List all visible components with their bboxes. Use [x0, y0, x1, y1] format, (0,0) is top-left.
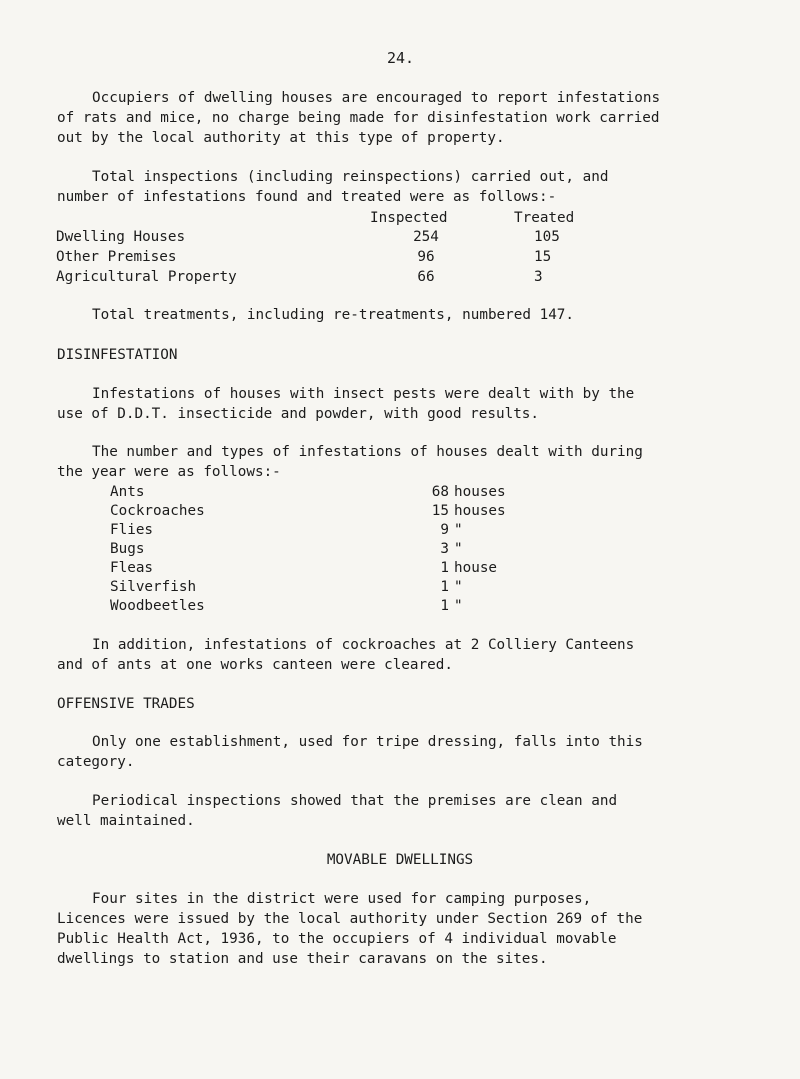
inspected-value: 66	[417, 269, 435, 285]
pest-count: 68	[431, 484, 449, 500]
treated-value: 105	[534, 229, 560, 245]
text-line: and of ants at one works canteen were cleared.	[57, 657, 453, 673]
pest-unit: houses	[454, 503, 506, 519]
treated-value: 15	[534, 249, 552, 265]
text-line: Four sites in the district were used for camping purposes,	[92, 891, 592, 907]
pest-unit: "	[454, 541, 463, 557]
text-line: number of infestations found and treated were as follows:-	[57, 189, 557, 205]
pest-unit: houses	[454, 484, 506, 500]
text-line: of rats and mice, no charge being made for disinfestation work carried	[57, 110, 660, 126]
text-line: category.	[57, 754, 135, 770]
row-label: Other Premises	[56, 249, 177, 265]
text-line: Occupiers of dwelling houses are encouraged to report infestations	[92, 90, 661, 106]
pest-count: 1	[440, 560, 449, 576]
pest-name: Fleas	[110, 560, 154, 576]
pest-count: 9	[440, 522, 449, 538]
text-line: well maintained.	[57, 813, 195, 829]
pest-count: 15	[431, 503, 449, 519]
text-line: Periodical inspections showed that the premises are clean and	[92, 793, 618, 809]
pest-count: 1	[440, 598, 449, 614]
pest-name: Ants	[110, 484, 145, 500]
pest-unit: "	[454, 598, 463, 614]
pest-count: 3	[440, 541, 449, 557]
pest-name: Woodbeetles	[110, 598, 205, 614]
text-line: Only one establishment, used for tripe dressing, falls into this	[92, 734, 643, 750]
text-line: Licences were issued by the local authority under Section 269 of the	[57, 911, 643, 927]
section-heading: OFFENSIVE TRADES	[57, 696, 195, 712]
column-header-inspected: Inspected	[370, 210, 448, 226]
text-line: Total inspections (including reinspections) carried out, and	[92, 169, 609, 185]
pest-name: Silverfish	[110, 579, 197, 595]
row-label: Dwelling Houses	[56, 229, 186, 245]
inspected-value: 96	[417, 249, 435, 265]
text-line: use of D.D.T. insecticide and powder, with good results.	[57, 406, 540, 422]
pest-name: Cockroaches	[110, 503, 205, 519]
text-line: the year were as follows:-	[57, 464, 281, 480]
text-line: out by the local authority at this type of property.	[57, 130, 505, 146]
section-heading: DISINFESTATION	[57, 347, 178, 363]
pest-unit: "	[454, 522, 463, 538]
text-line: In addition, infestations of cockroaches at 2 Colliery Canteens	[92, 637, 635, 653]
text-line: Infestations of houses with insect pests were dealt with by the	[92, 386, 635, 402]
treated-value: 3	[534, 269, 543, 285]
row-label: Agricultural Property	[56, 269, 237, 285]
text-line: dwellings to station and use their caravans on the sites.	[57, 951, 548, 967]
text-line: The number and types of infestations of houses dealt with during	[92, 444, 643, 460]
pest-unit: "	[454, 579, 463, 595]
pest-count: 1	[440, 579, 449, 595]
text-line: Public Health Act, 1936, to the occupiers of 4 individual movable	[57, 931, 617, 947]
inspected-value: 254	[413, 229, 439, 245]
total-treatments-line: Total treatments, including re-treatments, numbered 147.	[92, 307, 575, 323]
page-number: 24.	[387, 49, 415, 67]
pest-name: Bugs	[110, 541, 145, 557]
pest-name: Flies	[110, 522, 154, 538]
pest-unit: house	[454, 560, 498, 576]
section-heading: MOVABLE DWELLINGS	[326, 852, 474, 868]
column-header-treated: Treated	[514, 210, 575, 226]
